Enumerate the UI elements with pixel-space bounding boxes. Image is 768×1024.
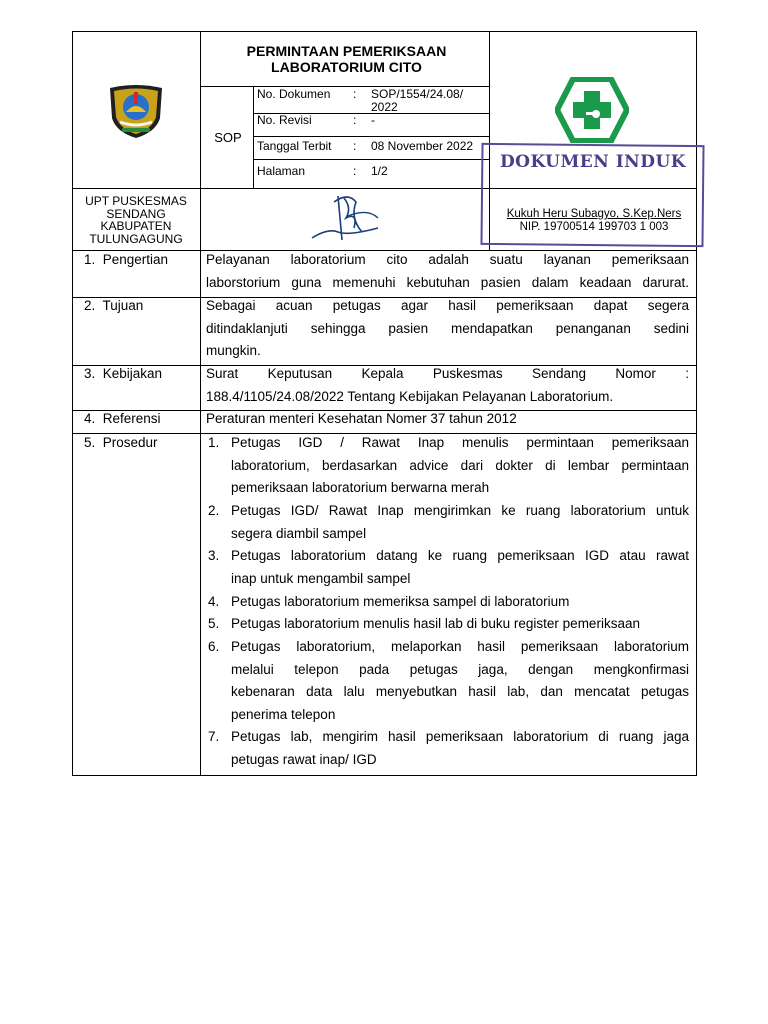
step-6-line-2: melalui telepon pada petugas jaga, dengan mengkonfirmasi [231, 661, 689, 677]
section-label-referensi: 4. Referensi [84, 411, 161, 426]
step-2-line-2: segera diambil sampel [231, 525, 367, 541]
section-body-referensi [206, 408, 689, 431]
meta-doc-number-value [371, 88, 463, 114]
title-line-2: LABORATORIUM CITO [271, 59, 422, 75]
section-body-tujuan [206, 295, 689, 363]
section-label-kebijakan: 3. Kebijakan [84, 366, 163, 381]
section-body-pengertian [206, 249, 689, 294]
meta-issue-date-label: Tanggal Terbit [257, 139, 332, 153]
step-number: 1. [208, 435, 220, 450]
step-7-line-2: petugas rawat inap/ IGD [231, 751, 377, 767]
unit-line-4: TULUNGAGUNG [89, 231, 183, 246]
tujuan-line-2: ditindaklanjuti sehingga pasien mendapatkan penanganan sedini [206, 320, 689, 336]
step-3-line-2: inap untuk mengambil sampel [231, 570, 411, 586]
unit-line-3: KABUPATEN [100, 219, 172, 233]
section-label-prosedur: 5. Prosedur [84, 435, 158, 450]
signatory-name: Kukuh Heru Subagyo, S.Kep.Ners [506, 208, 682, 220]
kebijakan-line-2: 188.4/1105/24.08/2022 Tentang Kebijakan Pelayanan Laboratorium. [206, 388, 614, 404]
section-body-kebijakan [206, 363, 689, 408]
step-number: 5. [208, 616, 220, 631]
step-text [231, 432, 689, 500]
step-number: 2. [208, 503, 220, 518]
signature [308, 188, 388, 255]
section-label-tujuan: 2. Tujuan [84, 298, 144, 313]
prosedur-step [208, 726, 689, 772]
unit-name [72, 195, 200, 245]
unit-line-1: UPT PUSKESMAS [85, 194, 187, 208]
step-1-line-1: Petugas IGD / Rawat Inap menulis permintaan pemeriksaan [231, 435, 689, 450]
step-6-line-4: penerima telepon [231, 706, 336, 722]
meta-revision-sep: : [353, 113, 357, 127]
meta-doc-number-value-line1: SOP/1554/24.08/ [371, 87, 464, 101]
kebijakan-line-1: Surat Keputusan Kepala Puskesmas Sendang Nomor : [206, 366, 689, 381]
pengertian-line-2: laborstorium guna memenuhi kebutuhan pasien dalam keadaan darurat. [206, 274, 689, 290]
step-5-line-1: Petugas laboratorium menulis hasil lab di buku register pemeriksaan [231, 616, 640, 631]
step-2-line-1: Petugas IGD/ Rawat Inap mengirimkan ke ruang laboratorium untuk [231, 503, 689, 518]
meta-page-sep: : [353, 164, 357, 178]
meta-doc-number-label: No. Dokumen [257, 87, 331, 101]
signatory-nip: NIP. 19700514 199703 1 003 [519, 221, 669, 233]
prosedur-step [208, 545, 689, 591]
meta-page-value: 1/2 [371, 164, 388, 178]
meta-doc-number-value-line2: 2022 [371, 100, 398, 114]
step-1-line-2: laboratorium, berdasarkan advice dari dokter di lembar permintaan [231, 457, 689, 473]
stamp-text: DOKUMEN INDUK [499, 152, 687, 172]
step-6-line-3: kebenaran data lalu menyebutkan hasil lab, dan mencatat petugas [231, 684, 689, 700]
step-text [231, 636, 689, 726]
prosedur-step [208, 432, 689, 500]
referensi-line-1: Peraturan menteri Kesehatan Nomer 37 tahun 2012 [206, 411, 517, 426]
puskesmas-logo [555, 77, 629, 148]
meta-issue-date-value: 08 November 2022 [371, 139, 474, 153]
unit-line-2: SENDANG [106, 206, 166, 221]
regency-logo [104, 82, 168, 145]
step-text [231, 613, 689, 636]
tujuan-line-1: Sebagai acuan petugas agar hasil pemeriksaan dapat segera [206, 298, 689, 313]
step-3-line-1: Petugas laboratorium datang ke ruang pemeriksaan IGD atau rawat [231, 548, 689, 563]
step-number: 7. [208, 729, 220, 744]
prosedur-step [208, 636, 689, 727]
step-number: 3. [208, 548, 220, 563]
step-text [231, 591, 689, 614]
step-text [231, 500, 689, 545]
prosedur-step [208, 613, 689, 636]
step-4-line-1: Petugas laboratorium memeriksa sampel di laboratorium [231, 594, 570, 609]
prosedur-step [208, 500, 689, 546]
step-text [231, 545, 689, 590]
prosedur-step [208, 591, 689, 614]
step-1-line-3: pemeriksaan laboratorium berwarna merah [231, 480, 490, 496]
document-title [203, 43, 490, 75]
sop-label: SOP [214, 130, 242, 145]
tujuan-line-3: mungkin. [206, 343, 261, 359]
meta-revision-value: - [371, 113, 375, 127]
title-line-1: PERMINTAAN PEMERIKSAAN [246, 43, 447, 59]
step-number: 4. [208, 594, 220, 609]
meta-doc-number-sep: : [353, 87, 357, 101]
signatory [492, 208, 696, 234]
step-number: 6. [208, 639, 220, 654]
pengertian-line-1: Pelayanan laboratorium cito adalah suatu layanan pemeriksaan [206, 252, 689, 267]
meta-page-label: Halaman [257, 164, 306, 178]
step-7-line-1: Petugas lab, mengirim hasil pemeriksaan laboratorium di ruang jaga [231, 729, 689, 744]
meta-issue-date-sep: : [353, 139, 357, 153]
step-6-line-1: Petugas laboratorium, melaporkan hasil pemeriksaan laboratorium [231, 639, 689, 654]
section-label-pengertian: 1. Pengertian [84, 252, 169, 267]
step-text [231, 726, 689, 771]
meta-revision-label: No. Revisi [257, 113, 312, 127]
